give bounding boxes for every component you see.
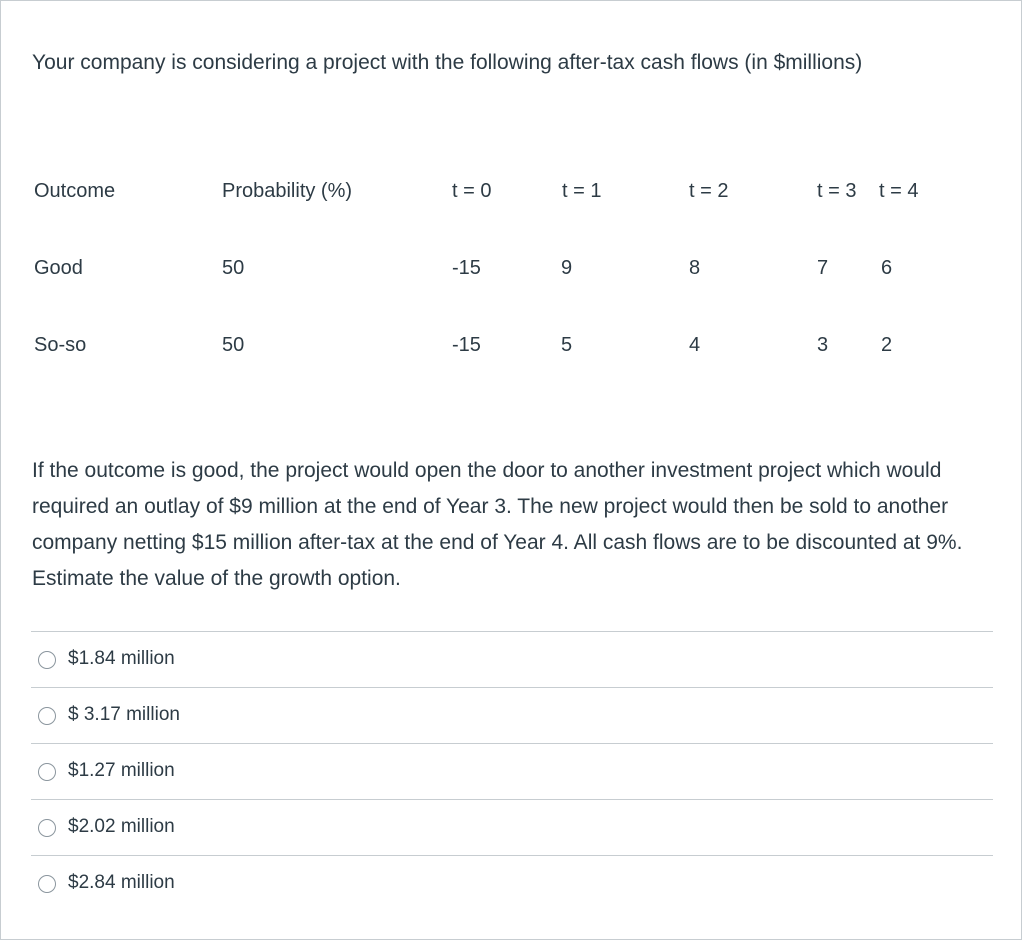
table-cell-t0: -15 [452,334,481,356]
table-cell-t1: 5 [561,334,573,356]
table-cell-t3: 7 [817,257,829,279]
table-cell-outcome: So-so [34,334,87,356]
table-cell-t4: 6 [881,257,893,279]
answer-label: $1.27 million [68,760,175,781]
answer-option[interactable] [31,743,993,799]
header-probability: Probability (%) [222,180,353,202]
radio-button[interactable] [38,875,56,893]
header-t0: t = 0 [452,180,492,202]
header-outcome: Outcome [34,180,116,202]
header-t1: t = 1 [562,180,602,202]
answer-label: $1.84 million [68,648,175,669]
answer-label: $2.84 million [68,872,175,893]
answer-option[interactable] [31,799,993,855]
radio-button[interactable] [38,819,56,837]
question-intro: Your company is considering a project with the following after-tax cash flows (in $millions) [32,51,863,74]
table-cell-t2: 4 [689,334,701,356]
answer-label: $2.02 million [68,816,175,837]
table-cell-t0: -15 [452,257,481,279]
answer-label: $ 3.17 million [68,704,180,725]
answer-list [31,631,993,911]
table-cell-t1: 9 [561,257,573,279]
table-cell-outcome: Good [34,257,83,279]
answer-option[interactable] [31,855,993,911]
table-cell-t2: 8 [689,257,701,279]
table-cell-probability: 50 [222,257,245,279]
question-paragraph: If the outcome is good, the project would open the door to another investment project which would required an outlay of $9 million at the end of Year 3. The new project would then be sold to another company netting $15 million after-tax at the end of Year 4. All cash flows are to be discounted at 9%. Estimate the value of the growth option. [32,459,963,590]
header-t2: t = 2 [689,180,729,202]
table-cell-probability: 50 [222,334,245,356]
table-cell-t3: 3 [817,334,829,356]
answer-option[interactable] [31,687,993,743]
header-t4: t = 4 [879,180,919,202]
radio-button[interactable] [38,651,56,669]
table-cell-t4: 2 [881,334,893,356]
radio-button[interactable] [38,763,56,781]
radio-button[interactable] [38,707,56,725]
answer-option[interactable] [31,631,993,687]
header-t3: t = 3 [817,180,857,202]
